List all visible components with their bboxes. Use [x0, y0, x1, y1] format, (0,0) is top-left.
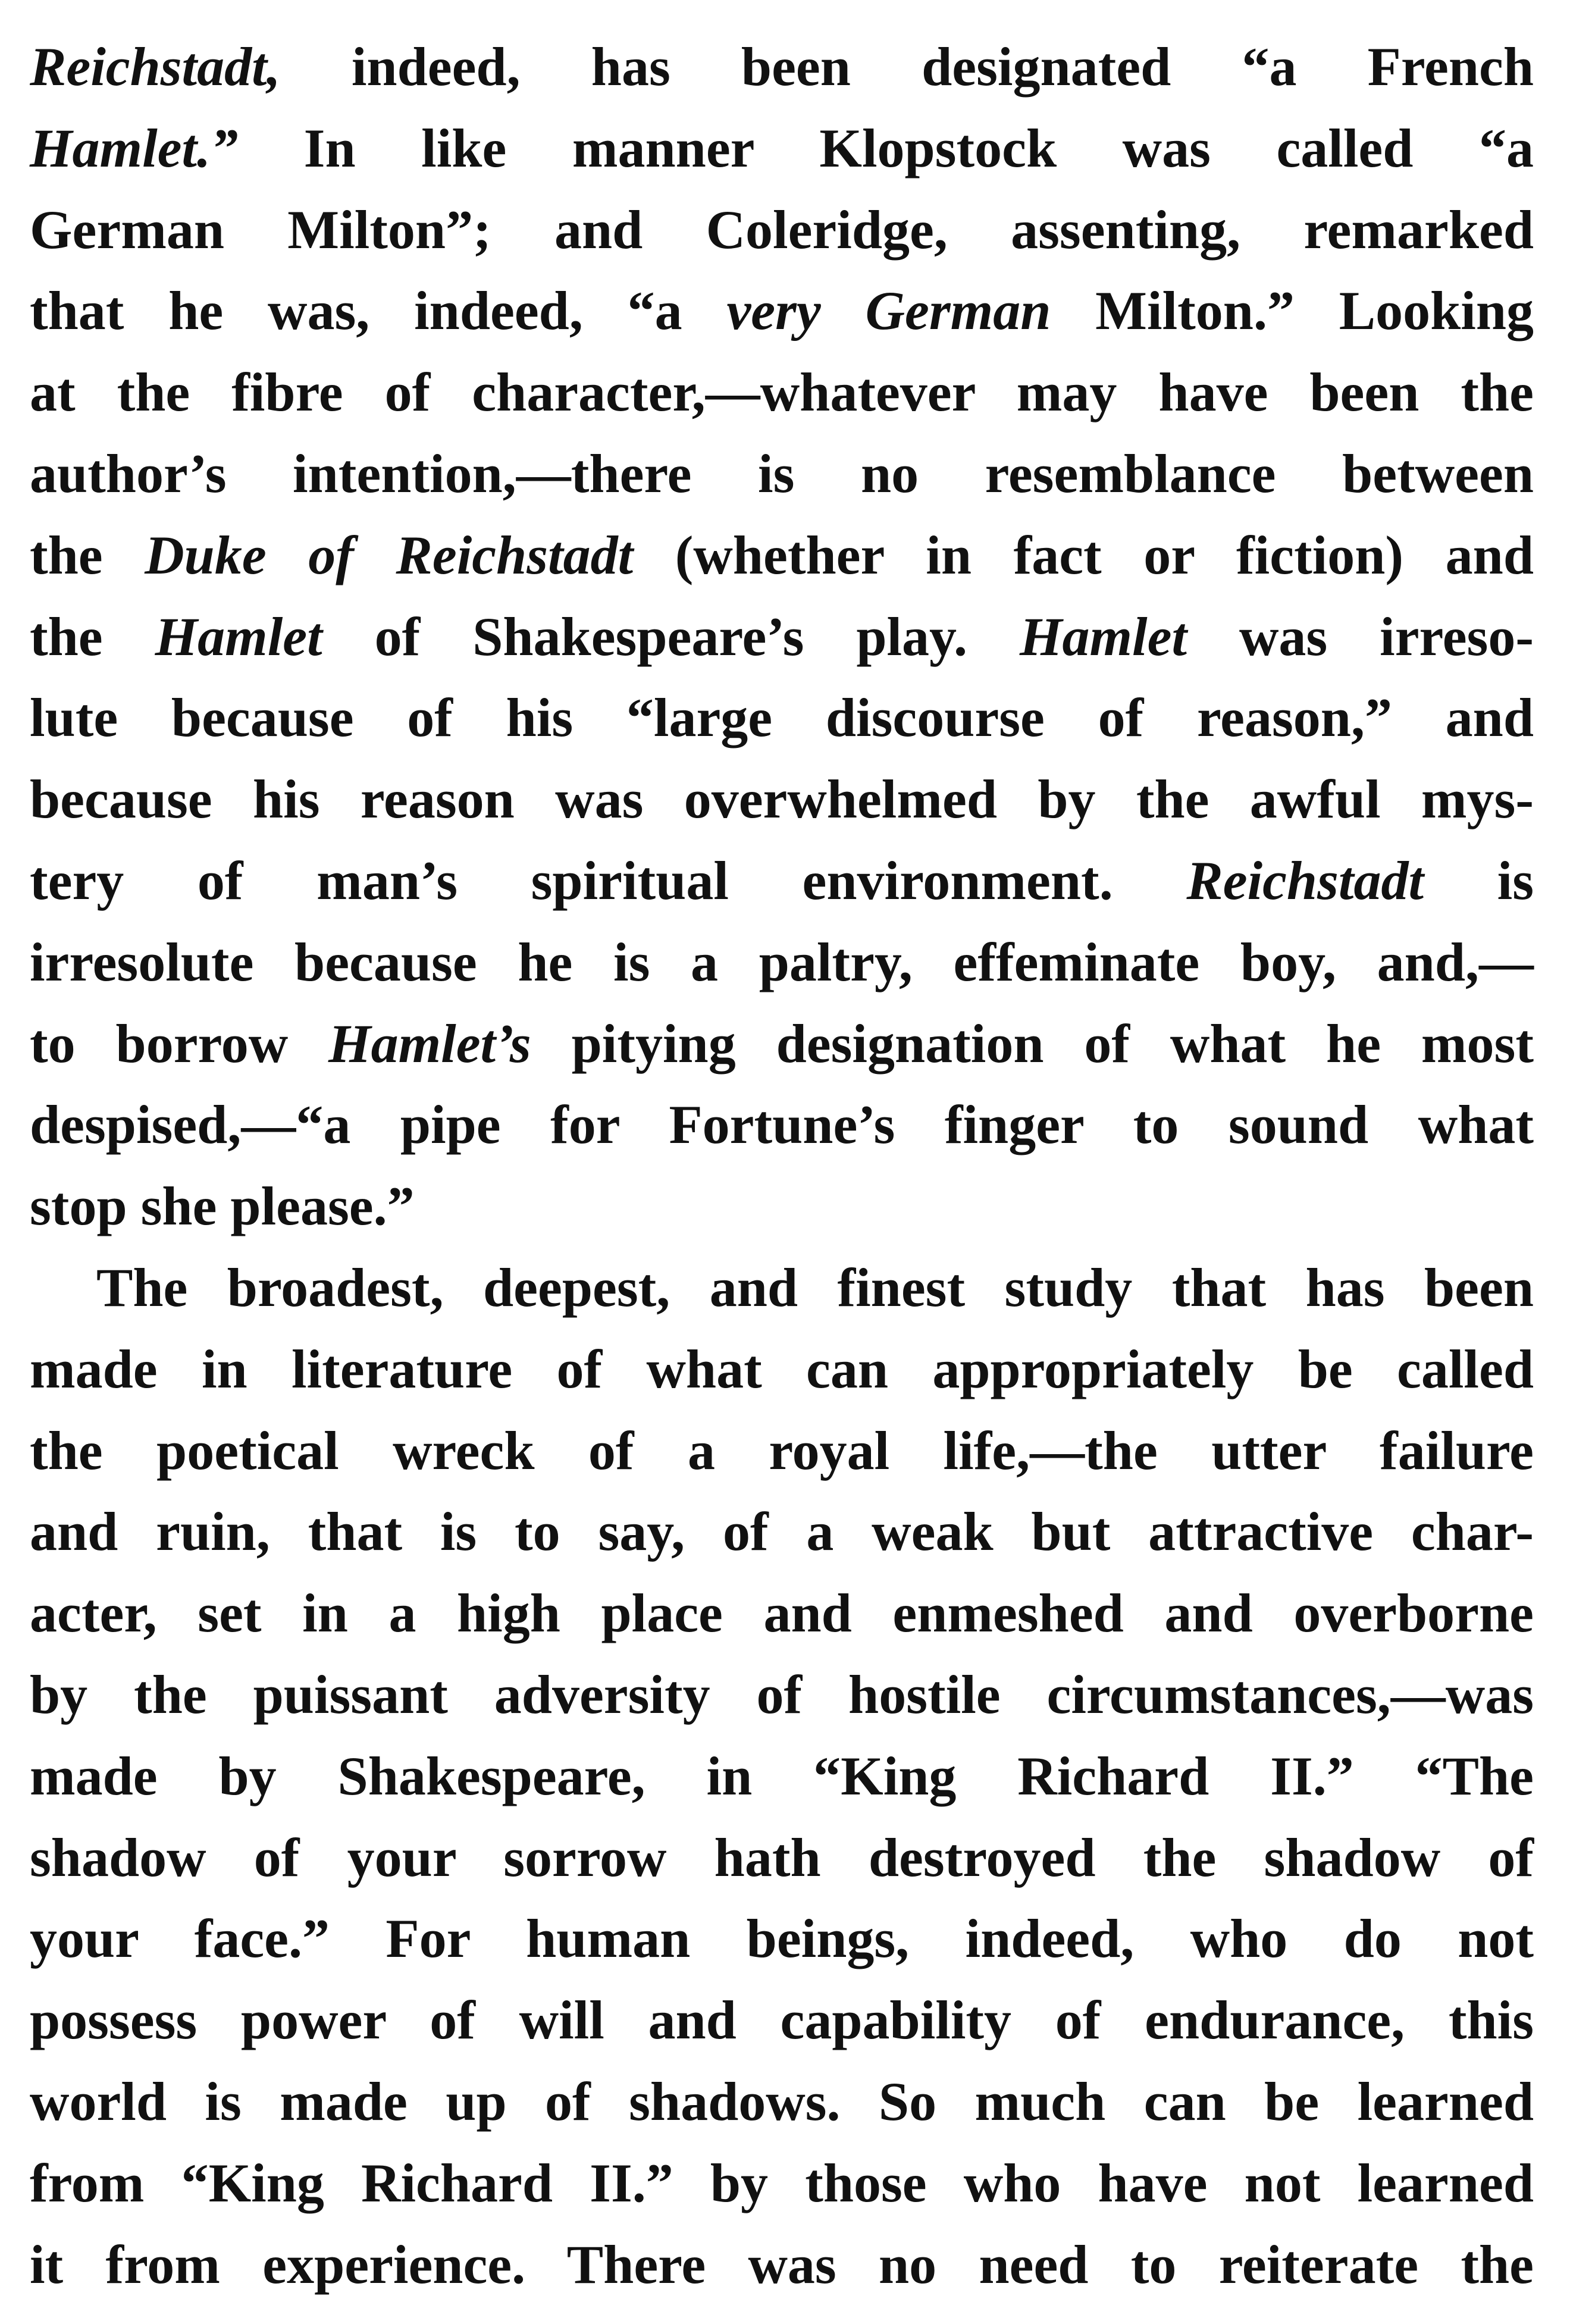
text-segment: irresolute because he is a paltry, effeminate boy, and,—	[30, 931, 1534, 992]
text-line	[30, 352, 1534, 433]
text-line	[30, 1084, 1534, 1166]
text-segment: acter, set in a high place and enmeshed and overborne	[30, 1583, 1534, 1644]
text-segment: possess power of will and capability of endurance, this	[30, 1990, 1534, 2051]
text-segment: is	[1424, 850, 1534, 911]
text-line	[30, 1817, 1534, 1899]
text-segment: by the puissant adversity of hostile circumstances,—was	[30, 1664, 1534, 1725]
text-line	[30, 1898, 1534, 1980]
text-segment: and ruin, that is to say, of a weak but attractive char-	[30, 1501, 1534, 1562]
text-segment: your face.” For human beings, indeed, who do not	[30, 1908, 1534, 1969]
text-segment: from “King Richard II.” by those who have not learned	[30, 2152, 1534, 2213]
text-segment: pitying designation of what he most	[531, 1013, 1534, 1074]
italic-text: Reichstadt,	[30, 36, 281, 97]
text-line	[30, 1980, 1534, 2061]
text-line	[30, 1329, 1534, 1410]
italic-text: Hamlet.”	[30, 117, 239, 178]
text-segment: Milton.” Looking	[1051, 280, 1534, 342]
text-segment: to borrow	[30, 1013, 329, 1074]
page-text	[30, 26, 1534, 2305]
text-segment: (whether in fact or fiction) and	[633, 524, 1534, 585]
text-line	[30, 2224, 1534, 2306]
italic-text: Hamlet’s	[328, 1013, 531, 1074]
italic-text: Hamlet	[155, 606, 322, 667]
text-line	[30, 922, 1534, 1003]
text-line	[30, 677, 1534, 759]
text-segment: of Shakespeare’s play.	[322, 606, 1020, 667]
text-segment: despised,—“a pipe for Fortune’s finger to sound what	[30, 1094, 1534, 1155]
text-segment: made in literature of what can appropriately be called	[30, 1338, 1534, 1399]
text-line	[30, 2061, 1534, 2143]
text-segment: at the fibre of character,—whatever may have been the	[30, 362, 1534, 423]
text-segment: world is made up of shadows. So much can be learned	[30, 2071, 1534, 2132]
text-segment: tery of man’s spiritual environment.	[30, 850, 1187, 911]
italic-text: Reichstadt	[1186, 850, 1424, 911]
text-line	[30, 1003, 1534, 1085]
italic-text: Duke of Reichstadt	[145, 524, 634, 585]
text-segment: The broadest, deepest, and finest study that has been	[96, 1257, 1534, 1318]
text-line	[30, 1491, 1534, 1573]
text-line	[30, 840, 1534, 922]
text-line	[30, 759, 1534, 840]
text-segment: shadow of your sorrow hath destroyed the shadow of	[30, 1827, 1534, 1888]
text-line	[30, 270, 1534, 352]
text-segment: the	[30, 606, 155, 667]
text-line	[30, 1247, 1534, 1329]
italic-text: Hamlet	[1019, 606, 1187, 667]
text-line	[30, 1654, 1534, 1736]
text-line	[30, 1736, 1534, 1817]
text-segment: that he was, indeed, “a	[30, 280, 727, 342]
text-segment: author’s intention,—there is no resemblance between	[30, 443, 1534, 504]
text-line	[30, 596, 1534, 678]
text-line	[30, 189, 1534, 271]
text-segment: German Milton”; and Coleridge, assenting, remarked	[30, 199, 1534, 260]
text-line	[30, 1573, 1534, 1654]
text-line	[30, 1166, 1534, 1247]
text-segment: lute because of his “large discourse of reason,” and	[30, 687, 1534, 748]
text-segment: because his reason was overwhelmed by the awful mys-	[30, 769, 1534, 830]
text-line	[30, 433, 1534, 515]
text-segment: In like manner Klopstock was called “a	[238, 117, 1534, 178]
text-segment: made by Shakespeare, in “King Richard II.” “The	[30, 1745, 1534, 1806]
text-line	[30, 2143, 1534, 2224]
text-segment: the	[30, 524, 145, 585]
text-line	[30, 26, 1534, 108]
text-line	[30, 108, 1534, 189]
text-segment: it from experience. There was no need to reiterate the	[30, 2234, 1534, 2295]
text-line	[30, 1410, 1534, 1492]
text-segment: stop she please.”	[30, 1176, 415, 1237]
italic-text: very German	[726, 280, 1051, 342]
text-segment: indeed, has been designated “a French	[280, 36, 1534, 97]
text-line	[30, 515, 1534, 596]
text-segment: was irreso-	[1187, 606, 1534, 667]
text-segment: the poetical wreck of a royal life,—the utter failure	[30, 1420, 1534, 1481]
